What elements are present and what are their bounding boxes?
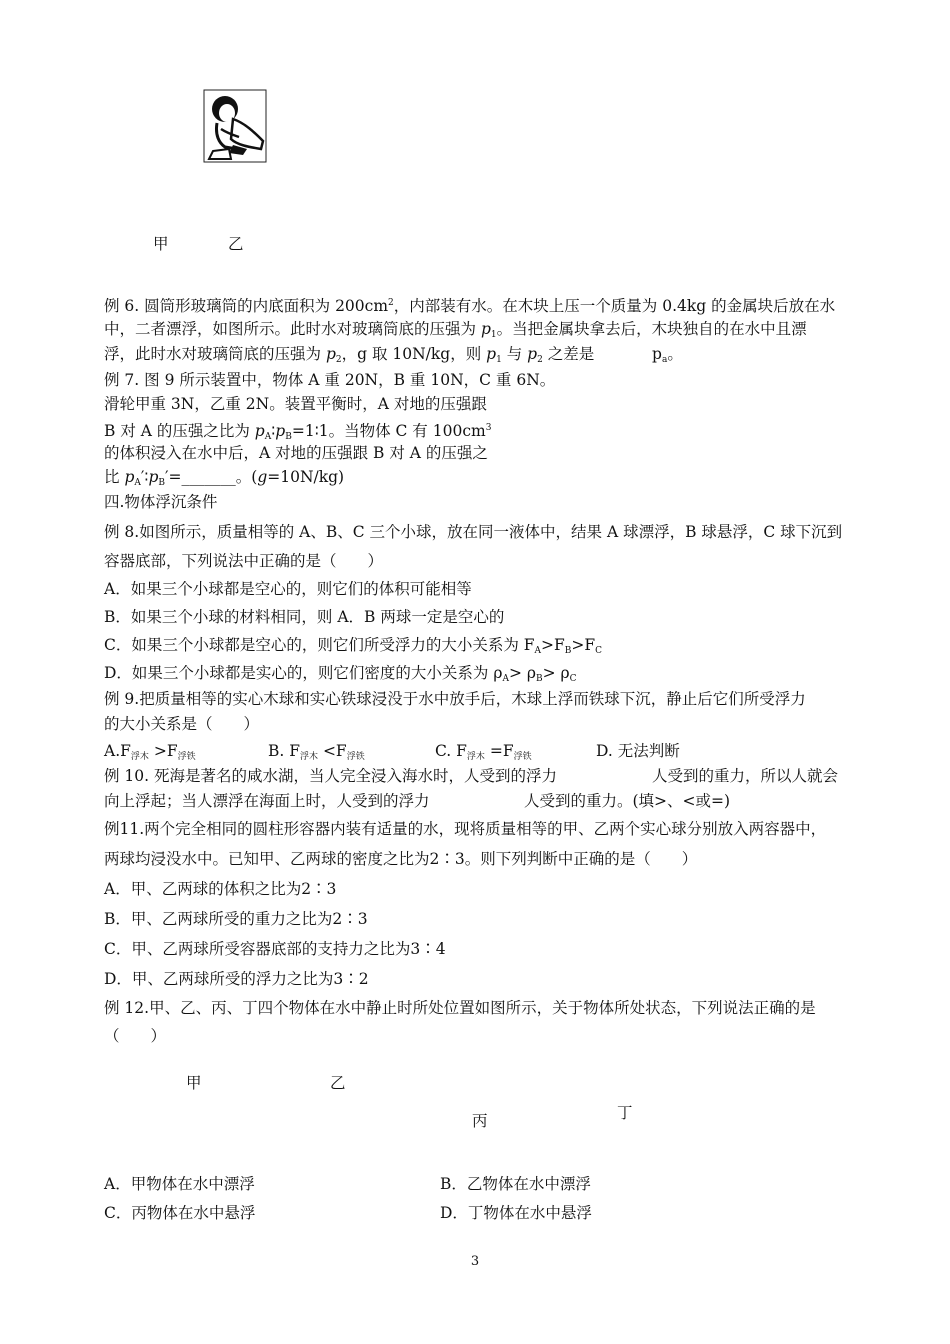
ex7-line5: 比 $p_A'∶p_B'=\_\_\_\_\_\_\_$。(g=10N/kg) <box>104 468 345 488</box>
ex8-option-a: A．如果三个小球都是空心的，则它们的体积可能相等 <box>104 580 472 598</box>
section-heading: 四.物体浮沉条件 <box>104 493 218 511</box>
ex12-option-c: C．丙物体在水中悬浮 <box>104 1204 256 1222</box>
figure-label-jia: 甲 <box>153 235 169 253</box>
ex10-line1-b: 人受到的重力，所以人就会 <box>652 767 839 785</box>
ex10-line2-a: 向上浮起；当人漂浮在海面上时，人受到的浮力 <box>104 792 430 810</box>
ex11-option-c: C．甲、乙两球所受容器底部的支持力之比为3∶4 <box>104 940 446 958</box>
ex8-line2: 容器底部，下列说法中正确的是（ ） <box>104 552 384 570</box>
ex6-line2: 中，二者漂浮，如图所示。此时水对玻璃筒底的压强为 $p_1$。当把金属块拿去后，木块独自的在水中且漂 <box>104 320 807 340</box>
ex11-option-a: A．甲、乙两球的体积之比为2∶3 <box>104 880 337 898</box>
ex9-option-d: D. 无法判断 <box>596 742 680 760</box>
ex7-line2: 滑轮甲重 3N，乙重 2N。装置平衡时，A 对地的压强跟 <box>104 395 487 413</box>
ex12-label-ding: 丁 <box>617 1104 633 1122</box>
ex12-label-yi: 乙 <box>330 1074 346 1092</box>
ex6-line1: 例 6. 圆筒形玻璃筒的内底面积为 $200cm^2$，内部装有水。在木块上压一个质量为 0.4kg 的金属块后放在水 <box>104 297 836 315</box>
ex9-line1: 例 9.把质量相等的实心木球和实心铁球浸没于水中放手后，木球上浮而铁球下沉，静止后它们所受浮力 <box>104 690 806 708</box>
ex11-option-b: B．甲、乙两球所受的重力之比为2∶3 <box>104 910 368 928</box>
ex12-option-b: B．乙物体在水中漂浮 <box>440 1175 591 1193</box>
ex10-line2-b: 人受到的重力。(填>、<或=) <box>524 792 731 810</box>
ex8-option-b: B．如果三个小球的材料相同，则 A．B 两球一定是空心的 <box>104 608 505 626</box>
ex8-option-d: D．如果三个小球都是实心的，则它们密度的大小关系为 $\rho_A> \rho_B> \rho_C$ <box>104 664 577 684</box>
page-number: 3 <box>470 1254 480 1269</box>
ex9-option-c: C. $F_{浮木} =F_{浮铁}$ <box>435 742 532 762</box>
ex8-option-c: C．如果三个小球都是空心的，则它们所受浮力的大小关系为 $F_A>F_B>F_C$ <box>104 636 603 656</box>
ex12-label-jia: 甲 <box>186 1074 202 1092</box>
ex9-option-a: $A.F_{浮木} >F_{浮铁}$ <box>104 742 196 762</box>
ex9-line2: 的大小关系是（ ） <box>104 715 260 733</box>
ex11-line2: 两球均浸没水中。已知甲、乙两球的密度之比为2∶3。则下列判断中正确的是（ ） <box>104 850 698 868</box>
ex7-line3: B 对 A 的压强之比为 $p_A∶p_B=1∶1$。当物体 C 有 $100cm^3$ <box>104 422 492 442</box>
ex12-label-bing: 丙 <box>472 1112 488 1130</box>
ex12-line1: 例 12.甲、乙、丙、丁四个物体在水中静止时所处位置如图所示，关于物体所处状态，下列说法正确的是 <box>104 999 816 1017</box>
ex11-option-d: D．甲、乙两球所受的浮力之比为3∶2 <box>104 970 369 988</box>
ex7-line1: 例 7. 图 9 所示装置中，物体 A 重 20N，B 重 10N，C 重 6N。 <box>104 371 556 389</box>
ex12-option-a: A．甲物体在水中漂浮 <box>104 1175 255 1193</box>
ex6-pa-unit: $p_a$。 <box>652 345 683 365</box>
ex6-line3: 浮，此时水对玻璃筒底的压强为 $p_2$，g 取 10N/kg，则 $p_1$ 与 $p_2$ 之差是 <box>104 345 595 365</box>
ex10-line1-a: 例 10. 死海是著名的咸水湖，当人完全浸入海水时，人受到的浮力 <box>104 767 558 785</box>
person-illustration <box>203 89 269 165</box>
figure-label-yi: 乙 <box>228 235 244 253</box>
ex11-line1: 例11.两个完全相同的圆柱形容器内装有适量的水，现将质量相等的甲、乙两个实心球分别放入两容器中， <box>104 820 827 838</box>
ex7-line4: 的体积浸入在水中后，A 对地的压强跟 B 对 A 的压强之 <box>104 444 488 462</box>
ex12-line2: （ ） <box>104 1027 167 1045</box>
ex12-option-d: D．丁物体在水中悬浮 <box>440 1204 592 1222</box>
ex9-option-b: B. $F_{浮木} <F_{浮铁}$ <box>268 742 365 762</box>
ex8-line1: 例 8.如图所示，质量相等的 A、B、C 三个小球，放在同一液体中，结果 A 球漂浮，B 球悬浮，C 球下沉到 <box>104 523 843 541</box>
